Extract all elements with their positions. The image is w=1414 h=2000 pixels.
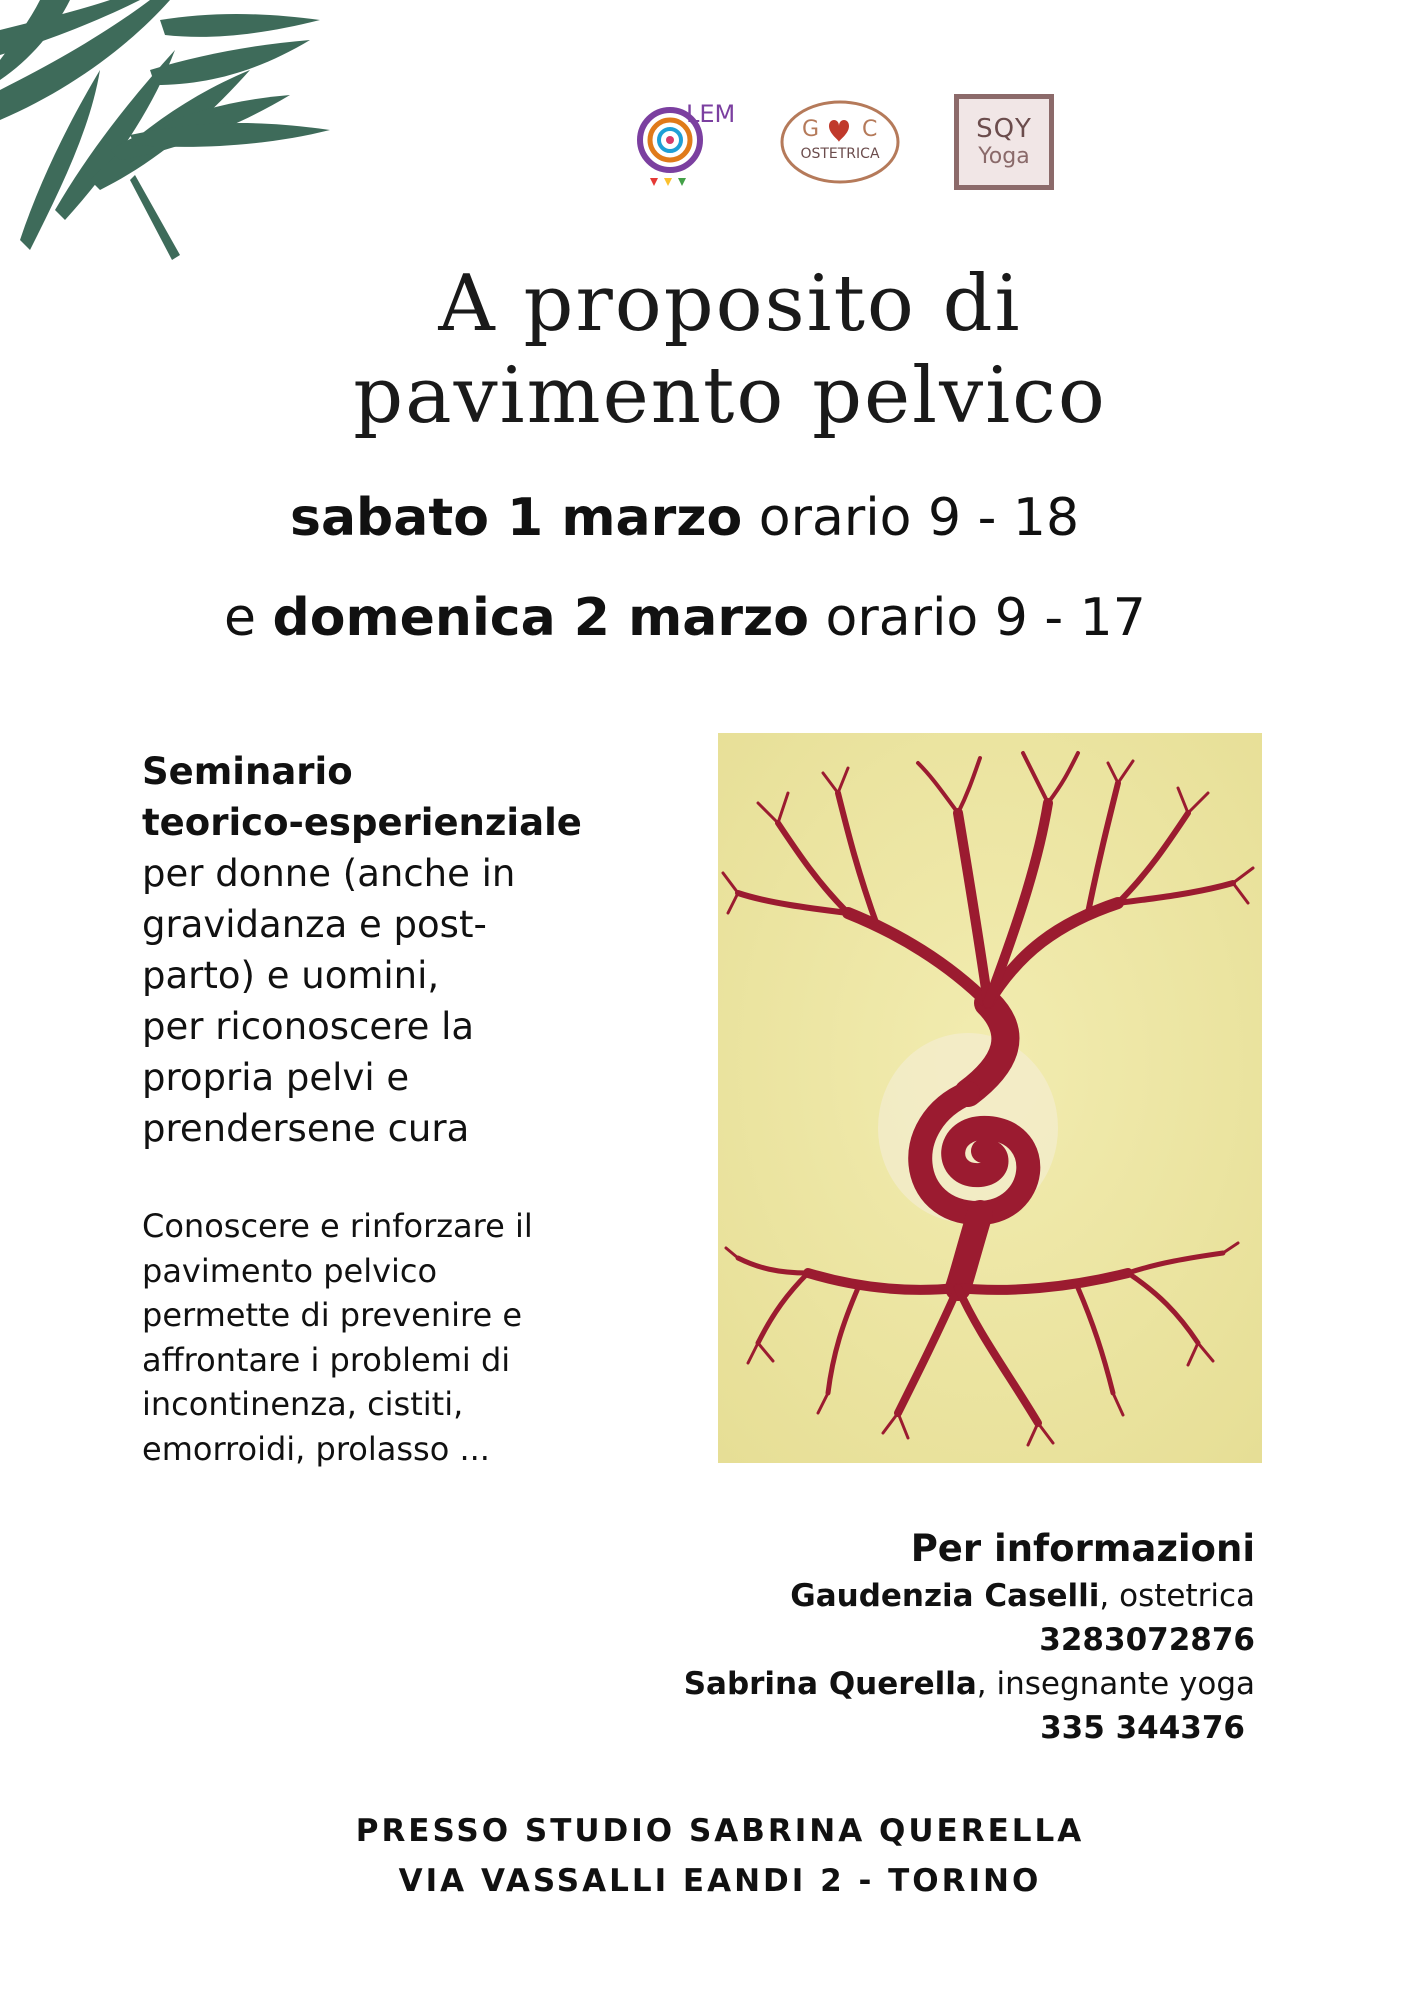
seminar-heading-1: Seminario: [142, 750, 353, 793]
lem-spiral-icon: [630, 92, 746, 192]
contact-info: [600, 1524, 1255, 1750]
sqy-logo-line1: SQY: [976, 114, 1032, 144]
seminar-line: gravidanza e post-: [142, 903, 487, 946]
info-heading: Per informazioni: [910, 1527, 1255, 1570]
sqy-yoga-logo: [954, 94, 1054, 190]
contact-1-role: , ostetrica: [1099, 1578, 1255, 1614]
seminar-line: per donne (anche in: [142, 852, 516, 895]
tree-spiral-artwork: [718, 733, 1262, 1463]
description-line: affrontare i problemi di: [142, 1340, 511, 1379]
contact-2: [600, 1662, 1255, 1706]
date-conjunction: e: [224, 588, 256, 648]
seminar-description: [142, 746, 642, 1154]
description-line: permette di prevenire e: [142, 1296, 523, 1334]
svg-text:C: C: [862, 117, 878, 142]
page-title: [230, 258, 1230, 442]
lem-logo: [630, 92, 746, 192]
gc-ostetrica-logo: [778, 92, 902, 192]
title-line-2: pavimento pelvico: [353, 351, 1107, 441]
date-line-sunday: [224, 588, 1146, 648]
seminar-line: propria pelvi e: [142, 1056, 410, 1099]
contact-2-name: Sabrina Querella: [683, 1666, 977, 1702]
address-line-1: PRESSO STUDIO SABRINA QUERELLA: [355, 1813, 1085, 1849]
date-line-saturday: [290, 488, 1079, 548]
date-saturday: sabato 1 marzo: [290, 488, 743, 548]
seminar-line: prendersene cura: [142, 1107, 470, 1150]
address-line-2: VIA VASSALLI EANDI 2 - TORINO: [398, 1863, 1042, 1899]
contact-1: [600, 1574, 1255, 1618]
svg-text:LEM: LEM: [686, 100, 736, 128]
contact-2-role: , insegnante yoga: [976, 1666, 1255, 1702]
palm-leaf-decoration: [0, 0, 360, 270]
date-sunday: domenica 2 marzo: [272, 588, 809, 648]
description-line: pavimento pelvico: [142, 1251, 438, 1290]
description-line: Conoscere e rinforzare il: [142, 1207, 533, 1245]
contact-1-name: Gaudenzia Caselli: [790, 1578, 1100, 1614]
description-line: incontinenza, cistiti,: [142, 1385, 464, 1423]
description-line: emorroidi, prolasso ...: [142, 1429, 490, 1468]
title-line-1: A proposito di: [438, 259, 1022, 349]
sqy-logo-line2: Yoga: [978, 144, 1030, 169]
venue-address: [300, 1806, 1140, 1906]
heart-icon: [829, 120, 849, 142]
svg-text:OSTETRICA: OSTETRICA: [800, 146, 880, 162]
contact-1-phone: 3283072876: [1039, 1622, 1255, 1658]
time-saturday: orario 9 - 18: [758, 488, 1080, 548]
time-sunday: orario 9 - 17: [825, 588, 1146, 648]
seminar-line: per riconoscere la: [142, 1005, 475, 1048]
pelvic-floor-description: [142, 1204, 622, 1471]
svg-text:G: G: [802, 117, 820, 142]
seminar-line: parto) e uomini,: [142, 954, 440, 997]
seminar-heading-2: teorico-esperienziale: [142, 801, 582, 844]
contact-2-phone: 335 344376: [1040, 1710, 1245, 1746]
